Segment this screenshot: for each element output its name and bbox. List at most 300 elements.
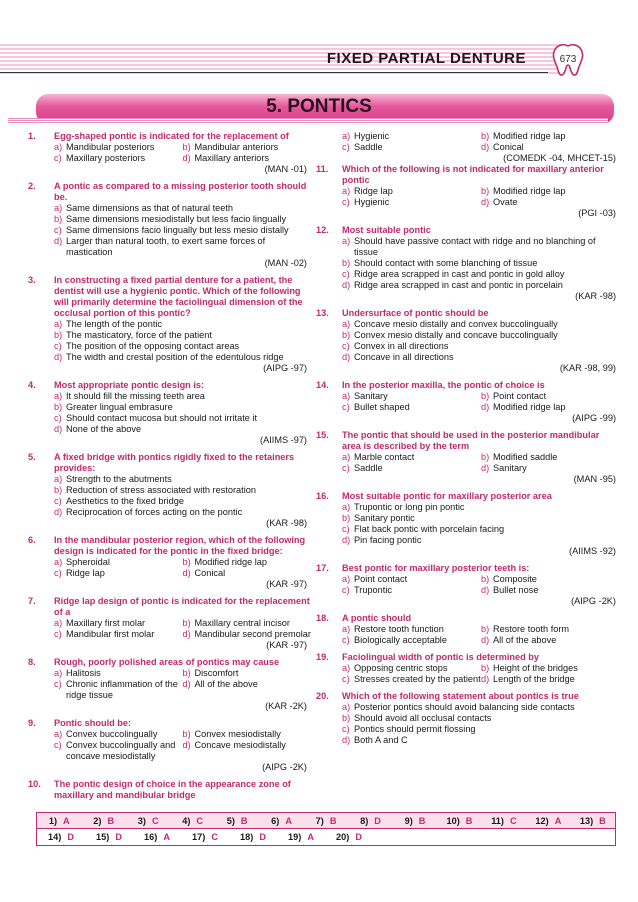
question-number: 4. (28, 380, 36, 390)
question-source: (AIPG -97) (263, 363, 307, 373)
answer-letter: A (285, 815, 292, 826)
option-letter: a) (342, 452, 351, 462)
question-number: 20. (316, 691, 329, 701)
answer-cell (304, 816, 348, 826)
option-letter: b) (342, 713, 351, 723)
question-text: Most appropriate pontic design is: (54, 380, 205, 390)
option-text: Should contact mucosa but should not irritate it (66, 413, 258, 423)
answer-number: 6) (271, 815, 280, 826)
option-letter: d) (182, 740, 191, 750)
option-letter: a) (54, 729, 63, 739)
option-letter: b) (342, 330, 351, 340)
question-source: (AIPG -99) (572, 413, 616, 423)
option-letter: d) (481, 197, 490, 207)
option (481, 635, 620, 646)
option (54, 679, 183, 701)
answer-number: 8) (360, 815, 369, 826)
answer-letter: D (67, 832, 74, 842)
option-letter: d) (182, 153, 191, 163)
answer-letter: B (107, 815, 115, 826)
option (342, 269, 620, 280)
question-source: (KAR -97) (266, 579, 307, 589)
option-text: Strength to the abutments (66, 474, 172, 484)
option-letter: c) (342, 142, 350, 152)
question-source: (AIPG -2K) (571, 596, 616, 606)
right-column (316, 131, 620, 746)
option-text: Ridge lap (66, 568, 105, 578)
option (183, 557, 312, 568)
answer-row (37, 829, 615, 845)
answer-cell (37, 832, 85, 842)
option-letter: d) (182, 679, 191, 689)
running-header-title: FIXED PARTIAL DENTURE (326, 50, 526, 67)
question-number: 12. (316, 225, 329, 235)
option-text: Composite (493, 574, 537, 584)
question-number: 7. (28, 596, 36, 606)
option-letter: c) (54, 629, 62, 639)
option-letter: b) (182, 618, 191, 628)
question-item (316, 491, 620, 557)
option-text: Marble contact (354, 452, 415, 462)
option-text: Biologically acceptable (354, 635, 447, 645)
option-text: Same dimensions facio lingually but less mesio distally (66, 225, 289, 235)
option-text: Pin facing pontic (354, 535, 422, 545)
question-item (28, 131, 311, 175)
option-letter: b) (54, 330, 63, 340)
answer-number: 18) (240, 832, 254, 842)
option (342, 635, 481, 646)
option (54, 142, 183, 153)
answer-letter: D (115, 832, 122, 842)
question-body (54, 718, 311, 773)
option (54, 225, 311, 236)
answer-letter: B (465, 815, 473, 826)
option (54, 402, 311, 413)
option-letter: b) (481, 574, 490, 584)
answer-number: 7) (315, 815, 324, 826)
question-body (342, 491, 620, 557)
answer-cell (482, 816, 526, 826)
option-letter: c) (342, 402, 350, 412)
option-text: Same dimensions as that of natural teeth (66, 203, 234, 213)
answer-number: 9) (404, 815, 413, 826)
option (481, 663, 620, 674)
option-text: Modified ridge lap (493, 186, 566, 196)
question-item (316, 225, 620, 302)
option-text: Hygienic (354, 131, 390, 141)
question-body (54, 535, 311, 590)
option (481, 142, 620, 153)
option (342, 663, 481, 674)
option-text: Reciprocation of forces acting on the pontic (66, 507, 243, 517)
option-letter: a) (342, 236, 351, 246)
option-letter: d) (54, 236, 63, 246)
answer-cell (571, 816, 615, 826)
answer-cell (393, 816, 437, 826)
option-letter: b) (54, 485, 63, 495)
option (54, 330, 311, 341)
question-number: 8. (28, 657, 36, 667)
option-text: The masticatory, force of the patient (66, 330, 212, 340)
option-text: Conical (194, 568, 226, 578)
option-text: Should have passive contact with ridge and no blanching of tissue (354, 236, 596, 257)
answer-letter: A (307, 832, 314, 842)
option (183, 618, 312, 629)
question-body (54, 596, 311, 651)
question-continuation (316, 131, 620, 164)
option (342, 624, 481, 635)
option-text: Flat back pontic with porcelain facing (354, 524, 505, 534)
question-item (316, 563, 620, 607)
question-item (316, 691, 620, 746)
option-text: The length of the pontic (66, 319, 163, 329)
question-item (316, 652, 620, 685)
question-item (316, 380, 620, 424)
header-rule (0, 72, 548, 73)
answer-number: 17) (192, 832, 206, 842)
option-letter: d) (342, 735, 351, 745)
option-text: Both A and C (354, 735, 408, 745)
option (342, 236, 620, 258)
option (54, 507, 311, 518)
question-number: 5. (28, 452, 36, 462)
option-letter: a) (342, 574, 351, 584)
option-text: Trupontic (354, 585, 392, 595)
option (481, 402, 620, 413)
option (54, 236, 311, 258)
option-letter: d) (481, 635, 490, 645)
option (342, 341, 620, 352)
option-list (342, 391, 620, 413)
option-text: Sanitary (354, 391, 388, 401)
option-list (54, 668, 311, 701)
option-letter: d) (481, 674, 490, 684)
option-text: Bullet shaped (354, 402, 410, 412)
option (54, 203, 311, 214)
question-number: 10. (28, 779, 41, 789)
option-letter: d) (54, 352, 63, 362)
option-list (54, 557, 311, 579)
option-text: Modified ridge lap (194, 557, 268, 567)
option-letter: d) (342, 352, 351, 362)
answer-cell (133, 832, 181, 842)
option-list (54, 319, 311, 363)
option-letter: a) (342, 702, 351, 712)
option-letter: a) (54, 668, 63, 678)
option (342, 724, 620, 735)
answer-letter: B (329, 815, 337, 826)
question-text: Most suitable pontic for maxillary posterior area (342, 491, 552, 501)
option-text: Modified saddle (493, 452, 558, 462)
option-text: Discomfort (194, 668, 239, 678)
answer-cell (170, 816, 214, 826)
question-text: The pontic design of choice in the appearance zone of maxillary and mandibular bridge (54, 779, 291, 800)
option (342, 131, 481, 142)
option (54, 352, 311, 363)
question-item (316, 308, 620, 374)
option-text: The width and crestal position of the edentulous ridge (66, 352, 284, 362)
option-letter: a) (342, 391, 351, 401)
question-body (342, 225, 620, 302)
option-letter: c) (54, 341, 62, 351)
question-source: (AIIMS -92) (569, 546, 616, 556)
answer-letter: D (259, 832, 266, 842)
option (54, 668, 183, 679)
option (54, 740, 183, 762)
question-item (316, 430, 620, 485)
option (342, 280, 620, 291)
question-text: Most suitable pontic (342, 225, 431, 235)
answer-letter: C (196, 815, 204, 826)
option (481, 131, 620, 142)
option-text: Saddle (354, 463, 383, 473)
option-list (54, 391, 311, 435)
option-text: Trupontic or long pin pontic (354, 502, 465, 512)
option-letter: c) (342, 463, 350, 473)
option (54, 214, 311, 225)
option-text: Concave mesio distally and convex buccolingually (354, 319, 558, 329)
answer-cell (259, 816, 303, 826)
left-column (28, 131, 311, 801)
option-text: Ridge lap (354, 186, 393, 196)
option-letter: a) (342, 502, 351, 512)
chapter-title: 5. PONTICS (266, 96, 372, 117)
option-list (342, 452, 620, 474)
answer-number: 3) (137, 815, 146, 826)
option-letter: d) (54, 424, 63, 434)
question-text: Egg-shaped pontic is indicated for the replacement of (54, 131, 289, 141)
option-text: Mandibular second premolar (194, 629, 311, 639)
option-letter: d) (182, 629, 191, 639)
question-text: Undersurface of pontic should be (342, 308, 489, 318)
option (342, 197, 481, 208)
option-text: Spheroidal (66, 557, 110, 567)
question-item (28, 718, 311, 773)
option-letter: b) (342, 258, 351, 268)
option-letter: b) (481, 391, 490, 401)
question-text: The pontic that should be used in the posterior mandibular area is described by the term (342, 430, 600, 451)
option (481, 197, 620, 208)
option (481, 452, 620, 463)
question-text: A fixed bridge with pontics rigidly fixed to the retainers provides: (54, 452, 295, 473)
question-body (342, 691, 620, 746)
option (54, 153, 183, 164)
option-text: Mandibular posteriors (66, 142, 155, 152)
option-text: Length of the bridge (493, 674, 575, 684)
option-letter: b) (481, 452, 490, 462)
question-item (28, 452, 311, 529)
option-letter: c) (54, 568, 62, 578)
option-letter: b) (182, 557, 191, 567)
option-letter: d) (342, 280, 351, 290)
option-letter: c) (342, 585, 350, 595)
option-list (342, 502, 620, 546)
option-text: Point contact (493, 391, 547, 401)
question-body (342, 131, 620, 164)
question-source: (KAR -2K) (265, 701, 307, 711)
option-letter: b) (182, 142, 191, 152)
option (54, 568, 183, 579)
option-letter: b) (481, 131, 490, 141)
option-text: Ovate (493, 197, 518, 207)
option-letter: a) (342, 319, 351, 329)
question-source: (MAN -95) (573, 474, 616, 484)
option (183, 629, 312, 640)
option (183, 729, 312, 740)
option (342, 574, 481, 585)
option-text: Concave mesiodistally (194, 740, 286, 750)
option-text: Maxillary posteriors (66, 153, 146, 163)
option-letter: c) (342, 635, 350, 645)
option (342, 713, 620, 724)
question-item (28, 657, 311, 712)
question-body (54, 380, 311, 446)
option-list (54, 618, 311, 640)
option (342, 258, 620, 269)
answer-letter: B (599, 815, 606, 826)
option (342, 391, 481, 402)
option (183, 568, 312, 579)
question-number: 17. (316, 563, 329, 573)
question-item (28, 779, 311, 801)
option-list (54, 203, 311, 258)
option-list (342, 663, 620, 685)
question-body (342, 613, 620, 646)
option-list (342, 319, 620, 363)
option-letter: b) (54, 402, 63, 412)
option-text: Height of the bridges (493, 663, 578, 673)
option (54, 424, 311, 435)
option-letter: c) (54, 740, 62, 750)
answer-number: 10) (446, 815, 460, 826)
option-text: Maxillary first molar (66, 618, 146, 628)
option (481, 574, 620, 585)
option (342, 402, 481, 413)
option-letter: d) (481, 585, 490, 595)
option-letter: a) (54, 474, 63, 484)
option-text: Posterior pontics should avoid balancing side contacts (354, 702, 575, 712)
option-text: The position of the opposing contact areas (66, 341, 240, 351)
answer-letter: C (509, 815, 517, 826)
answer-number: 20) (336, 832, 350, 842)
option-text: Convex buccolingually (66, 729, 158, 739)
question-body (342, 563, 620, 607)
answer-row (37, 813, 615, 829)
option-list (54, 142, 311, 164)
option-letter: c) (342, 674, 350, 684)
answer-number: 4) (182, 815, 191, 826)
option-text: Mandibular anteriors (194, 142, 279, 152)
option-text: Larger than natural tooth, to exert same forces of mastication (66, 236, 266, 257)
option-letter: a) (54, 391, 63, 401)
question-item (28, 535, 311, 590)
option-text: Chronic inflammation of the ridge tissue (66, 679, 178, 700)
option-text: Stresses created by the patient (354, 674, 481, 684)
answer-letter: D (355, 832, 362, 842)
question-text: Rough, poorly polished areas of pontics may cause (54, 657, 280, 667)
question-text: Which of the following statement about pontics is true (342, 691, 579, 701)
option-text: Saddle (354, 142, 383, 152)
answer-cell (229, 832, 277, 842)
option-list (54, 474, 311, 518)
option (342, 735, 620, 746)
option-letter: a) (54, 203, 63, 213)
answer-letter: D (374, 815, 381, 826)
question-source: (AIIMS -97) (260, 435, 307, 445)
option (342, 352, 620, 363)
option-text: None of the above (66, 424, 142, 434)
option (342, 513, 620, 524)
option (183, 679, 312, 701)
option-list (342, 574, 620, 596)
option-letter: a) (342, 624, 351, 634)
question-number: 14. (316, 380, 329, 390)
option (54, 319, 311, 330)
option (342, 330, 620, 341)
option-letter: b) (182, 729, 191, 739)
question-number: 6. (28, 535, 36, 545)
question-body (342, 652, 620, 685)
option-letter: c) (342, 341, 350, 351)
option-text: All of the above (194, 679, 258, 689)
option (481, 624, 620, 635)
option-text: Hygienic (354, 197, 390, 207)
question-number: 3. (28, 275, 36, 285)
question-source: (COMEDK -04, MHCET-15) (503, 153, 616, 163)
option (342, 186, 481, 197)
answer-number: 13) (579, 815, 594, 826)
option (342, 585, 481, 596)
question-item (316, 164, 620, 219)
question-body (54, 452, 311, 529)
option (54, 391, 311, 402)
question-number: 19. (316, 652, 329, 662)
option-letter: a) (54, 319, 63, 329)
option-text: Opposing centric stops (354, 663, 448, 673)
option-text: It should fill the missing teeth area (66, 391, 205, 401)
question-item (28, 380, 311, 446)
option-text: Mandibular first molar (66, 629, 155, 639)
question-number-spacer (316, 131, 342, 164)
answer-number: 19) (288, 832, 302, 842)
option (54, 557, 183, 568)
answer-key (36, 812, 616, 846)
option (342, 319, 620, 330)
answer-cell (85, 832, 133, 842)
question-text: Faciolingual width of pontic is determined by (342, 652, 540, 662)
answer-number: 12) (535, 815, 549, 826)
option-letter: c) (54, 225, 62, 235)
question-source: (MAN -01) (264, 164, 307, 174)
answer-letter: C (211, 832, 218, 842)
answer-number: 1) (48, 815, 57, 826)
option-text: Modified ridge lap (493, 402, 566, 412)
option-text: Aesthetics to the fixed bridge (66, 496, 184, 506)
question-item (316, 613, 620, 646)
option-text: Reduction of stress associated with restoration (66, 485, 256, 495)
answer-cell (81, 816, 125, 826)
question-text: In the mandibular posterior region, which of the following design is indicated for the pontic in the fixed bridge: (54, 535, 306, 556)
question-number: 11. (316, 164, 329, 174)
question-number: 16. (316, 491, 329, 501)
answer-cell (181, 832, 229, 842)
question-text: Best pontic for maxillary posterior teeth is: (342, 563, 530, 573)
option-list (342, 236, 620, 291)
question-text: Which of the following is not indicated for maxillary anterior pontic (342, 164, 604, 185)
option-text: Ridge area scrapped in cast and pontic in gold alloy (354, 269, 565, 279)
option-text: Should avoid all occlusal contacts (354, 713, 492, 723)
option-letter: d) (481, 463, 490, 473)
